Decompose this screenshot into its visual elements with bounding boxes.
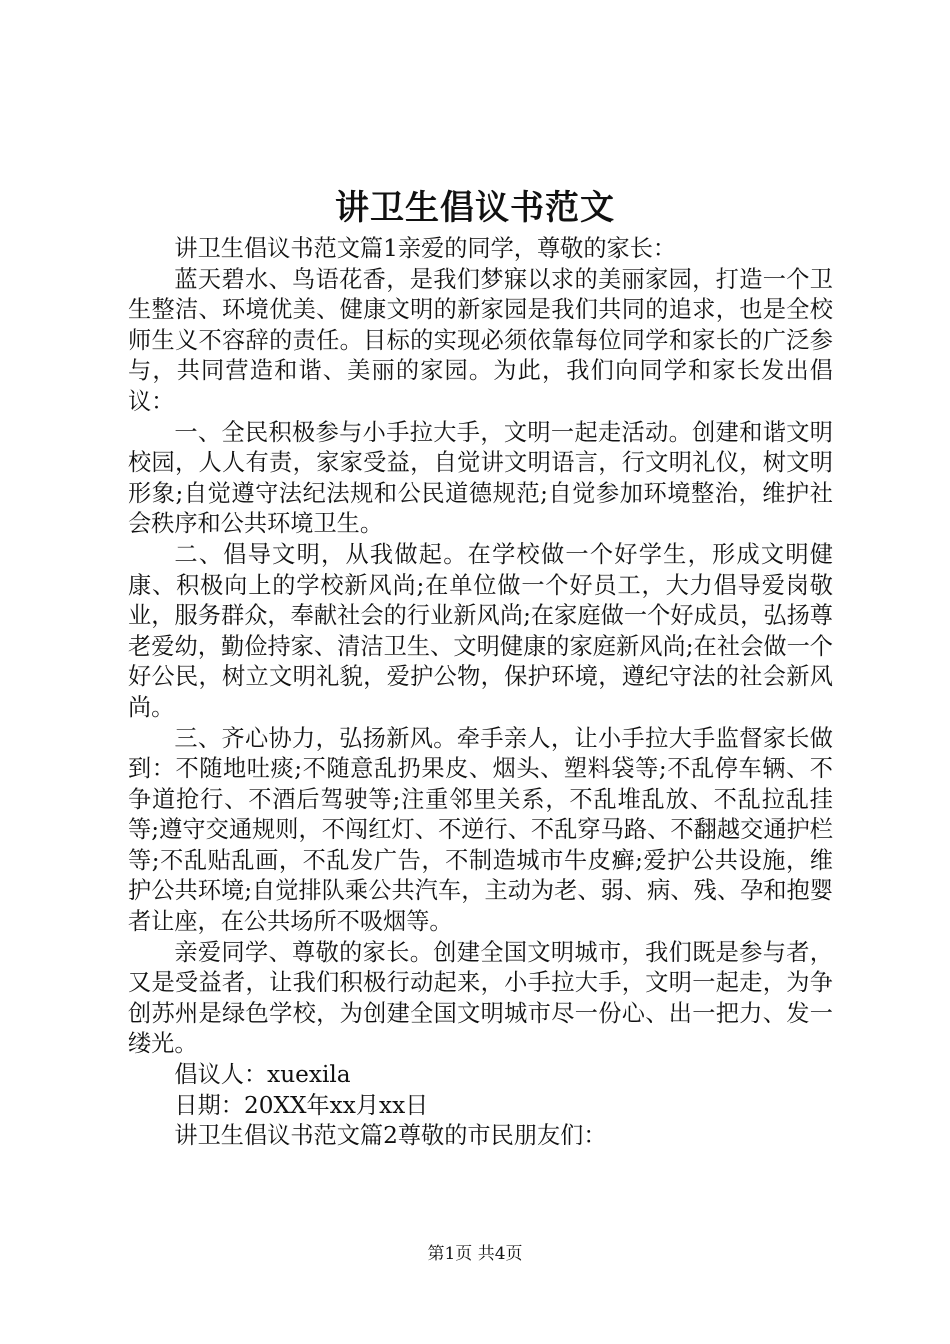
paragraph-point-three: 三、齐心协力，弘扬新风。牵手亲人，让小手拉大手监督家长做到：不随地吐痰;不随意乱扔果皮、烟头、塑料袋等;不乱停车辆、不争道抢行、不酒后驾驶等;注重邻里关系，不乱堆乱放、不乱拉乱挂等;遵守交通规则，不闯红灯、不逆行、不乱穿马路、不翻越交通护栏等;不乱贴乱画，不乱发广告，不制造城市牛皮癣;爱护公共设施，维护公共环境;自觉排队乘公共汽车，主动为老、弱、病、残、孕和抱婴者让座，在公共场所不吸烟等。 xyxy=(128,724,833,936)
document-title: 讲卫生倡议书范文 xyxy=(335,188,615,228)
paragraph-date: 日期：20XX年xx月xx日 xyxy=(174,1091,429,1119)
paragraph-point-two: 二、倡导文明，从我做起。在学校做一个好学生，形成文明健康、积极向上的学校新风尚;在单位做一个好员工，大力倡导爱岗敬业，服务群众，奉献社会的行业新风尚;在家庭做一个好成员，弘扬尊老爱幼，勤俭持家、清洁卫生、文明健康的家庭新风尚;在社会做一个好公民，树立文明礼貌，爱护公物，保护环境，遵纪守法的社会新风尚。 xyxy=(128,540,833,721)
paragraph-second-article: 讲卫生倡议书范文篇2尊敬的市民朋友们： xyxy=(174,1122,607,1150)
paragraph-salutation: 讲卫生倡议书范文篇1亲爱的同学，尊敬的家长： xyxy=(174,235,677,262)
paragraph-point-one: 一、全民积极参与小手拉大手，文明一起走活动。创建和谐文明校园，人人有责，家家受益，自觉讲文明语言，行文明礼仪，树文明形象;自觉遵守法纪法规和公民道德规范;自觉参加环境整治，维护社会秩序和公共环境卫生。 xyxy=(128,418,833,538)
paragraph-intro: 蓝天碧水、鸟语花香，是我们梦寐以求的美丽家园，打造一个卫生整洁、环境优美、健康文明的新家园是我们共同的追求，也是全校师生义不容辞的责任。目标的实现必须依靠每位同学和家长的广泛参与，共同营造和谐、美丽的家园。为此，我们向同学和家长发出倡议： xyxy=(128,265,833,415)
document-body xyxy=(128,234,833,1152)
page-indicator: 第1页 共4页 xyxy=(427,1244,523,1264)
paragraph-closing: 亲爱同学、尊敬的家长。创建全国文明城市，我们既是参与者，又是受益者，让我们积极行动起来，小手拉大手，文明一起走，为争创苏州是绿色学校，为创建全国文明城市尽一份心、出一把力、发一缕光。 xyxy=(128,938,833,1058)
paragraph-initiator: 倡议人：xuexila xyxy=(174,1061,351,1089)
